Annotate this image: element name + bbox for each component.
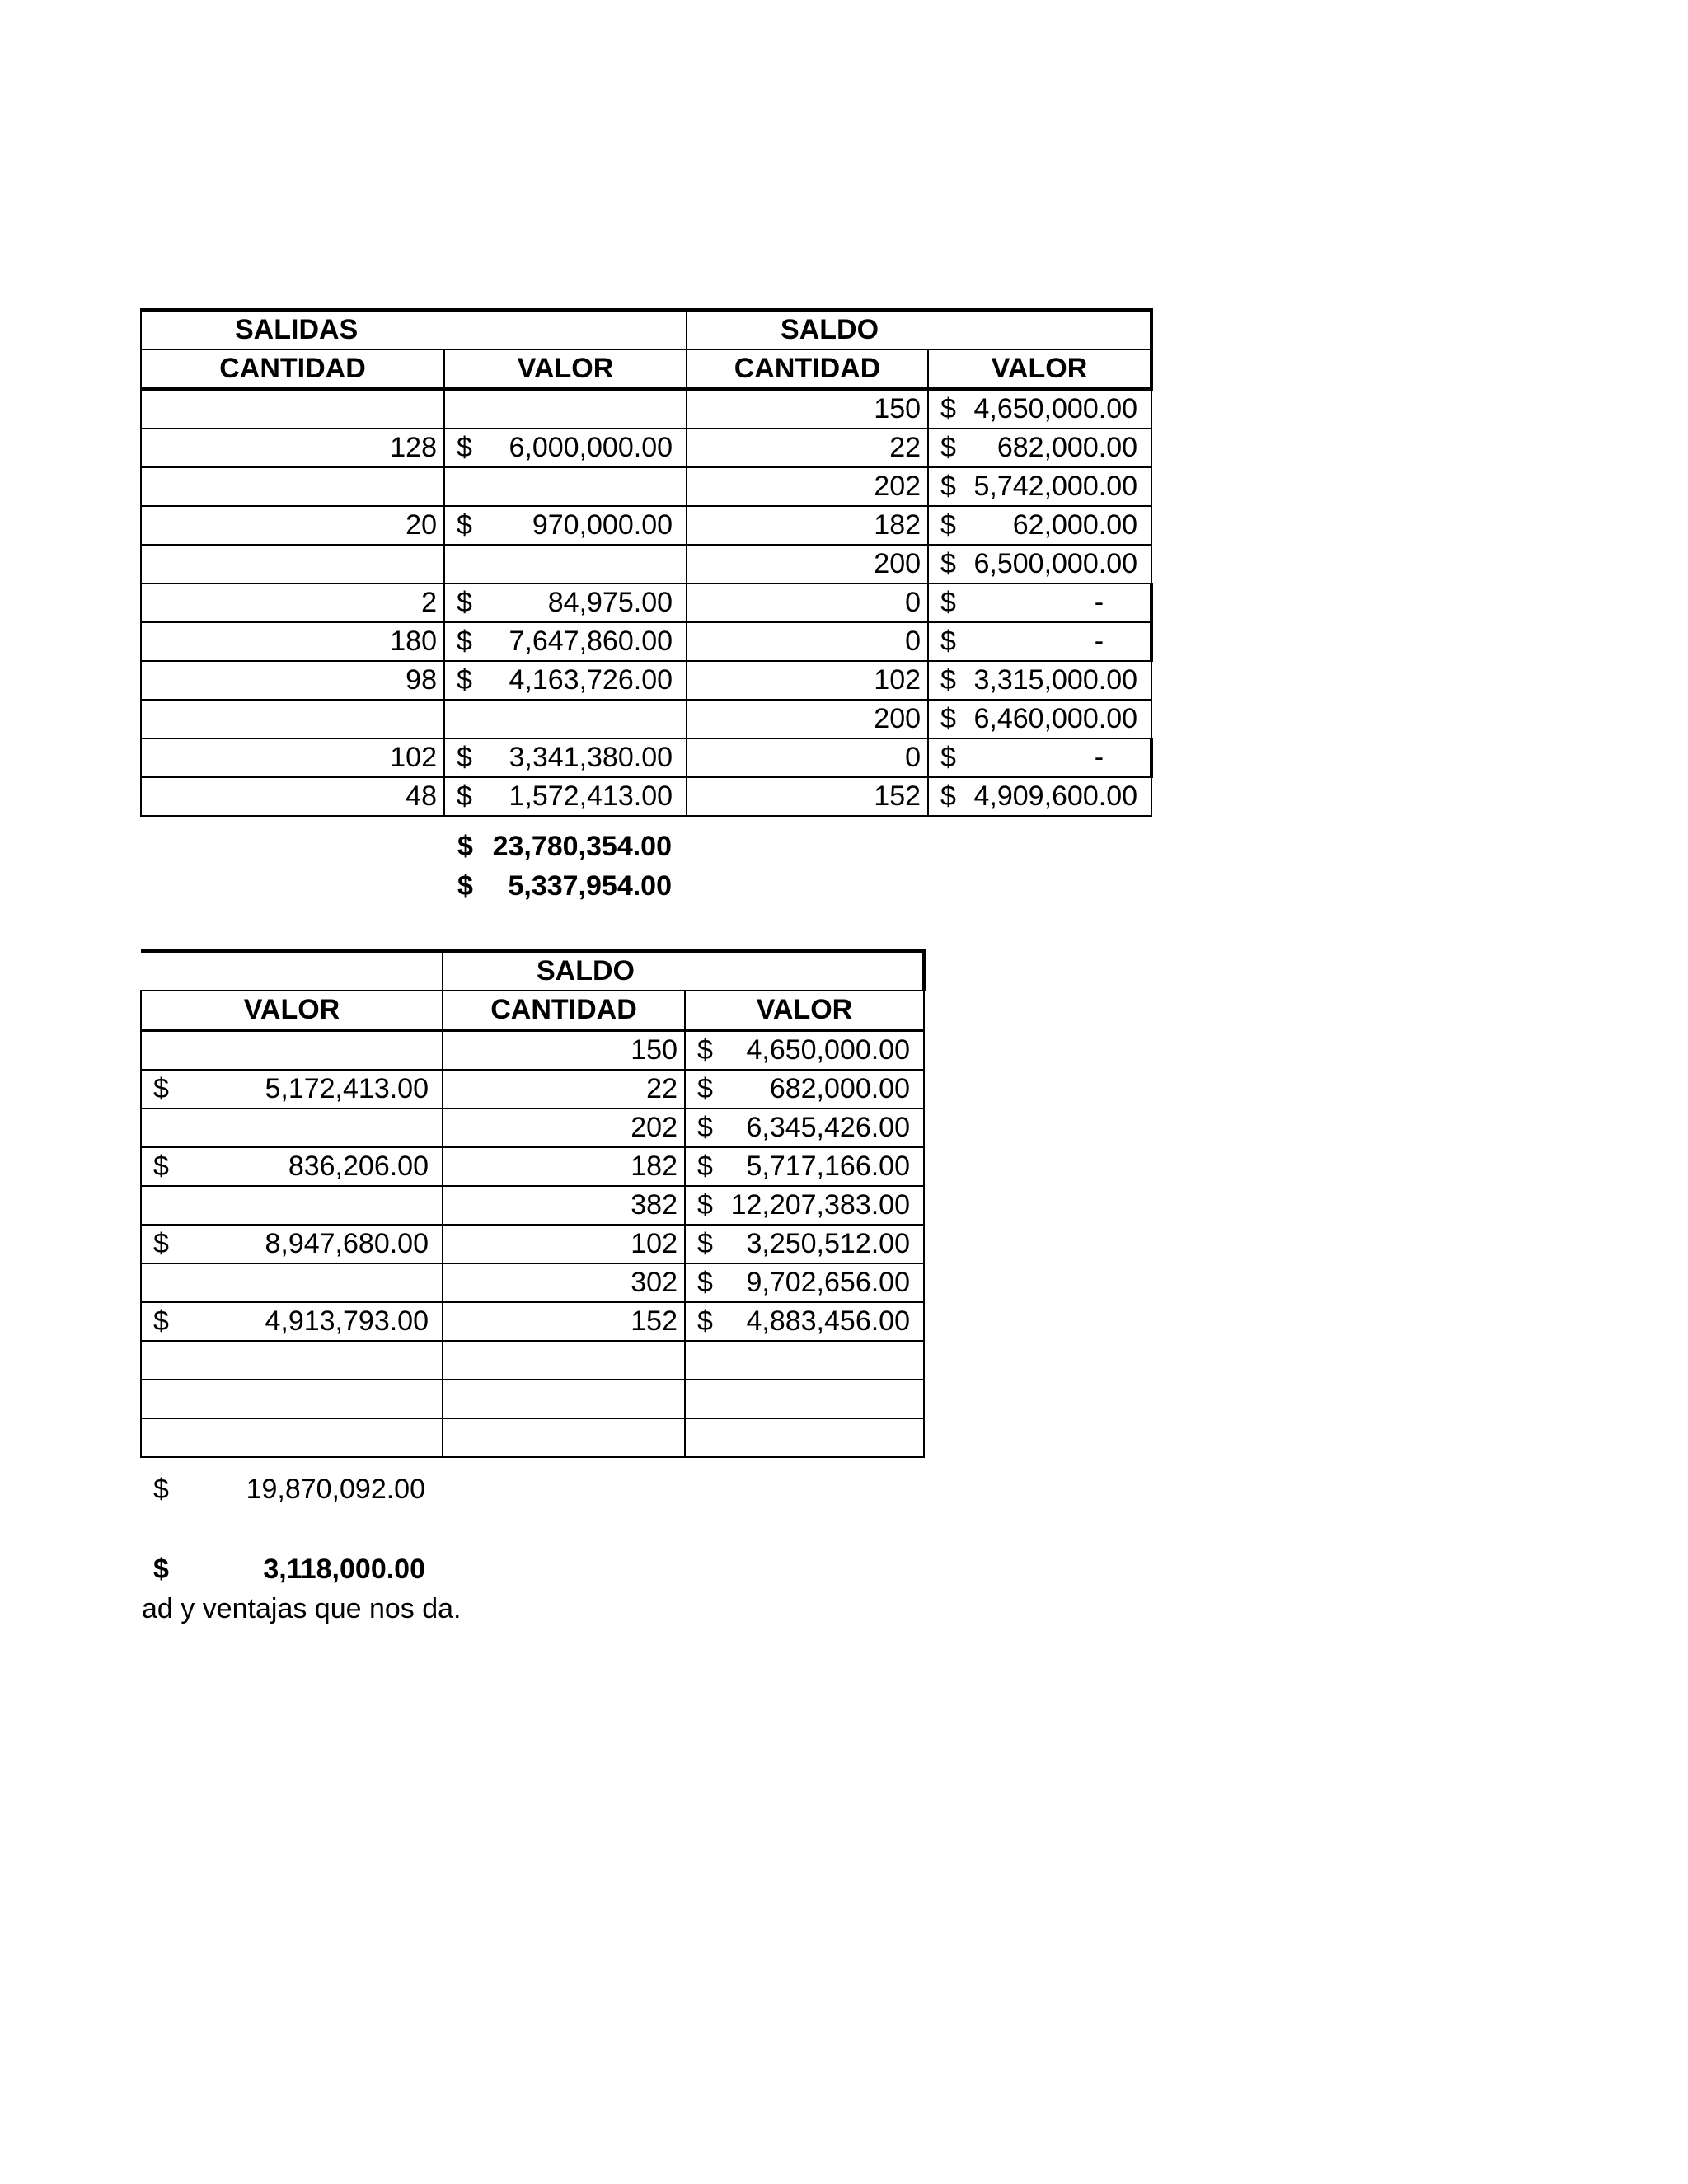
salidas-valor-cell [444, 467, 687, 506]
saldo-cantidad-cell: 182 [443, 1147, 685, 1186]
table-row [141, 1302, 924, 1341]
table-row [141, 1418, 924, 1457]
amount: 3,250,512.00 [746, 1228, 910, 1259]
saldo-cantidad-cell: 152 [443, 1302, 685, 1341]
amount: 6,000,000.00 [509, 432, 673, 463]
currency-symbol: $ [153, 1073, 169, 1104]
currency-symbol: $ [940, 703, 956, 734]
table-row [141, 1225, 924, 1263]
amount: 12,207,383.00 [730, 1189, 910, 1221]
amount: 4,909,600.00 [973, 780, 1138, 812]
money-value [686, 1187, 923, 1224]
saldo-valor-cell [928, 389, 1151, 429]
currency-symbol: $ [153, 1305, 169, 1337]
saldo-cantidad-cell: 182 [687, 506, 928, 545]
valor-cell [141, 1030, 443, 1070]
currency-symbol: $ [697, 1112, 713, 1143]
salidas-valor-cell [444, 777, 687, 816]
amount: 4,163,726.00 [509, 664, 673, 696]
money-value [686, 1303, 923, 1340]
amount: 3,341,380.00 [509, 742, 673, 773]
currency-symbol: $ [697, 1073, 713, 1104]
saldo-valor-cell [928, 506, 1151, 545]
currency-symbol: $ [697, 1305, 713, 1337]
table-row [141, 429, 1151, 467]
saldo-cantidad-cell: 382 [443, 1186, 685, 1225]
currency-symbol: $ [940, 780, 956, 812]
table-row [141, 583, 1151, 622]
currency-symbol: $ [940, 432, 956, 463]
group-header-saldo: SALDO [687, 310, 1151, 349]
money-value [929, 778, 1151, 815]
saldo-valor-cell [685, 1263, 924, 1302]
money-value [686, 1226, 923, 1263]
money-value [142, 1071, 442, 1108]
money-value [929, 429, 1151, 466]
saldo-cantidad-cell: 102 [687, 661, 928, 700]
money-value [686, 1148, 923, 1185]
table-row [141, 1263, 924, 1302]
note-text: ad y ventajas que nos da. [142, 1593, 462, 1624]
amount: - [1094, 742, 1104, 773]
amount: 682,000.00 [996, 432, 1138, 463]
money-value [929, 623, 1150, 660]
currency-symbol: $ [153, 1474, 169, 1505]
amount: 836,206.00 [288, 1151, 429, 1182]
currency-symbol: $ [697, 1151, 713, 1182]
saldo-cantidad-cell [443, 1341, 685, 1380]
amount: 62,000.00 [1012, 509, 1138, 541]
saldo-cantidad-cell: 202 [687, 467, 928, 506]
total-amount: 19,870,092.00 [246, 1474, 425, 1505]
total-bold-value [153, 1551, 425, 1588]
table-row [141, 1030, 924, 1070]
salidas-cantidad-cell: 48 [141, 777, 444, 816]
saldo-cantidad-cell: 22 [687, 429, 928, 467]
salidas-valor-cell [444, 545, 687, 583]
amount: 4,650,000.00 [973, 393, 1138, 424]
table-row [141, 738, 1151, 777]
valor-saldo-table [140, 949, 926, 1458]
col-header-cantidad: CANTIDAD [687, 349, 928, 389]
total-amount: 5,337,954.00 [508, 870, 672, 902]
money-value [686, 1109, 923, 1146]
saldo-cantidad-cell: 22 [443, 1070, 685, 1108]
col-header-cantidad: CANTIDAD [443, 991, 685, 1030]
money-value [445, 429, 686, 466]
money-value [445, 507, 686, 544]
amount: - [1094, 587, 1104, 618]
amount: 3,315,000.00 [973, 664, 1138, 696]
saldo-cantidad-cell: 150 [443, 1030, 685, 1070]
salidas-cantidad-cell [141, 700, 444, 738]
total-amount: 3,118,000.00 [263, 1554, 425, 1585]
salidas-cantidad-cell: 102 [141, 738, 444, 777]
currency-symbol: $ [457, 587, 472, 618]
currency-symbol: $ [697, 1189, 713, 1221]
table-row [141, 1147, 924, 1186]
amount: 4,913,793.00 [265, 1305, 429, 1337]
currency-symbol: $ [153, 1554, 169, 1585]
saldo-valor-cell [685, 1302, 924, 1341]
currency-symbol: $ [457, 870, 473, 902]
amount: 9,702,656.00 [746, 1267, 910, 1298]
saldo-cantidad-cell: 150 [687, 389, 928, 429]
col-header-valor: VALOR [685, 991, 924, 1030]
table-row [141, 389, 1151, 429]
amount: 970,000.00 [532, 509, 673, 541]
saldo-valor-cell [685, 1108, 924, 1147]
valor-cell [141, 1225, 443, 1263]
saldo-cantidad-cell: 0 [687, 622, 928, 661]
saldo-cantidad-cell: 102 [443, 1225, 685, 1263]
saldo-cantidad-cell: 200 [687, 545, 928, 583]
col-header-valor: VALOR [444, 349, 687, 389]
money-value [929, 584, 1150, 621]
currency-symbol: $ [940, 664, 956, 696]
amount: 5,717,166.00 [746, 1151, 910, 1182]
saldo-valor-cell [685, 1186, 924, 1225]
money-value [929, 739, 1150, 776]
saldo-cantidad-cell [443, 1380, 685, 1418]
currency-symbol: $ [457, 664, 472, 696]
money-value [142, 1226, 442, 1263]
salidas-valor-cell [444, 389, 687, 429]
salidas-cantidad-cell: 20 [141, 506, 444, 545]
salidas-cantidad-cell: 180 [141, 622, 444, 661]
saldo-valor-cell [685, 1418, 924, 1457]
salidas-valor-cell [444, 429, 687, 467]
table-row [141, 545, 1151, 583]
money-value [142, 1303, 442, 1340]
saldo-cantidad-cell: 0 [687, 738, 928, 777]
salidas-cantidad-cell: 2 [141, 583, 444, 622]
salidas-saldo-table [140, 308, 1153, 817]
currency-symbol: $ [697, 1034, 713, 1066]
currency-symbol: $ [940, 742, 956, 773]
table-row [141, 1341, 924, 1380]
saldo-valor-cell [685, 1225, 924, 1263]
currency-symbol: $ [153, 1151, 169, 1182]
money-value [929, 662, 1151, 699]
salidas-valor-cell [444, 661, 687, 700]
currency-symbol: $ [457, 780, 472, 812]
salidas-valor-cell [444, 622, 687, 661]
amount: 84,975.00 [547, 587, 673, 618]
salidas-cantidad-cell [141, 545, 444, 583]
empty-header-cell [141, 951, 443, 991]
valor-cell [141, 1186, 443, 1225]
currency-symbol: $ [940, 509, 956, 541]
currency-symbol: $ [697, 1267, 713, 1298]
money-value [686, 1071, 923, 1108]
total-valor-value [153, 1471, 425, 1508]
salidas-valor-cell [444, 583, 687, 622]
saldo-valor-cell [928, 622, 1151, 661]
saldo-cantidad-cell: 302 [443, 1263, 685, 1302]
total-amount: 23,780,354.00 [492, 831, 672, 862]
currency-symbol: $ [457, 742, 472, 773]
saldo-valor-cell [685, 1147, 924, 1186]
saldo-cantidad-cell: 0 [687, 583, 928, 622]
money-value [445, 662, 686, 699]
money-value [929, 468, 1151, 505]
valor-cell [141, 1108, 443, 1147]
amount: 6,500,000.00 [973, 548, 1138, 579]
saldo-valor-cell [928, 738, 1151, 777]
currency-symbol: $ [457, 626, 472, 657]
saldo-cantidad-cell: 200 [687, 700, 928, 738]
currency-symbol: $ [153, 1228, 169, 1259]
table-row [141, 1108, 924, 1147]
saldo-valor-cell [928, 583, 1151, 622]
currency-symbol: $ [457, 509, 472, 541]
saldo-cantidad-cell: 152 [687, 777, 928, 816]
amount: 6,460,000.00 [973, 703, 1138, 734]
money-value [686, 1264, 923, 1301]
valor-cell [141, 1147, 443, 1186]
saldo-valor-cell [928, 545, 1151, 583]
total-salidas-value [457, 828, 672, 865]
saldo-valor-cell [685, 1030, 924, 1070]
salidas-valor-cell [444, 738, 687, 777]
saldo-valor-cell [928, 429, 1151, 467]
amount: - [1094, 626, 1104, 657]
currency-symbol: $ [457, 831, 473, 862]
money-value [929, 391, 1151, 428]
table-row [141, 1186, 924, 1225]
salidas-valor-cell [444, 506, 687, 545]
valor-cell [141, 1302, 443, 1341]
saldo-valor-cell [928, 661, 1151, 700]
col-header-cantidad: CANTIDAD [141, 349, 444, 389]
amount: 4,883,456.00 [746, 1305, 910, 1337]
saldo-valor-cell [685, 1380, 924, 1418]
currency-symbol: $ [940, 471, 956, 502]
table-row [141, 661, 1151, 700]
table-row [141, 506, 1151, 545]
total-difference-value [457, 868, 672, 905]
currency-symbol: $ [940, 626, 956, 657]
currency-symbol: $ [457, 432, 472, 463]
saldo-valor-cell [685, 1070, 924, 1108]
valor-cell [141, 1263, 443, 1302]
money-value [929, 546, 1151, 583]
money-value [929, 507, 1151, 544]
valor-cell [141, 1070, 443, 1108]
currency-symbol: $ [697, 1228, 713, 1259]
table-row [141, 1380, 924, 1418]
amount: 4,650,000.00 [746, 1034, 910, 1066]
money-value [445, 584, 686, 621]
currency-symbol: $ [940, 587, 956, 618]
money-value [445, 778, 686, 815]
currency-symbol: $ [940, 548, 956, 579]
saldo-cantidad-cell [443, 1418, 685, 1457]
salidas-cantidad-cell [141, 389, 444, 429]
saldo-cantidad-cell: 202 [443, 1108, 685, 1147]
group-header-salidas: SALIDAS [141, 310, 687, 349]
amount: 1,572,413.00 [509, 780, 673, 812]
salidas-cantidad-cell: 98 [141, 661, 444, 700]
money-value [142, 1148, 442, 1185]
valor-cell [141, 1341, 443, 1380]
amount: 682,000.00 [769, 1073, 910, 1104]
valor-cell [141, 1380, 443, 1418]
money-value [686, 1032, 923, 1069]
salidas-cantidad-cell: 128 [141, 429, 444, 467]
group-header-saldo: SALDO [443, 951, 924, 991]
salidas-cantidad-cell [141, 467, 444, 506]
table-row [141, 1070, 924, 1108]
salidas-valor-cell [444, 700, 687, 738]
col-header-valor: VALOR [141, 991, 443, 1030]
table-row [141, 700, 1151, 738]
money-value [445, 739, 686, 776]
amount: 6,345,426.00 [746, 1112, 910, 1143]
saldo-valor-cell [928, 467, 1151, 506]
currency-symbol: $ [940, 393, 956, 424]
table-row [141, 777, 1151, 816]
saldo-valor-cell [928, 700, 1151, 738]
amount: 5,742,000.00 [973, 471, 1138, 502]
amount: 8,947,680.00 [265, 1228, 429, 1259]
money-value [929, 701, 1151, 738]
table-row [141, 467, 1151, 506]
amount: 5,172,413.00 [265, 1073, 429, 1104]
amount: 7,647,860.00 [509, 626, 673, 657]
valor-cell [141, 1418, 443, 1457]
col-header-valor: VALOR [928, 349, 1151, 389]
table-row [141, 622, 1151, 661]
money-value [445, 623, 686, 660]
saldo-valor-cell [928, 777, 1151, 816]
saldo-valor-cell [685, 1341, 924, 1380]
